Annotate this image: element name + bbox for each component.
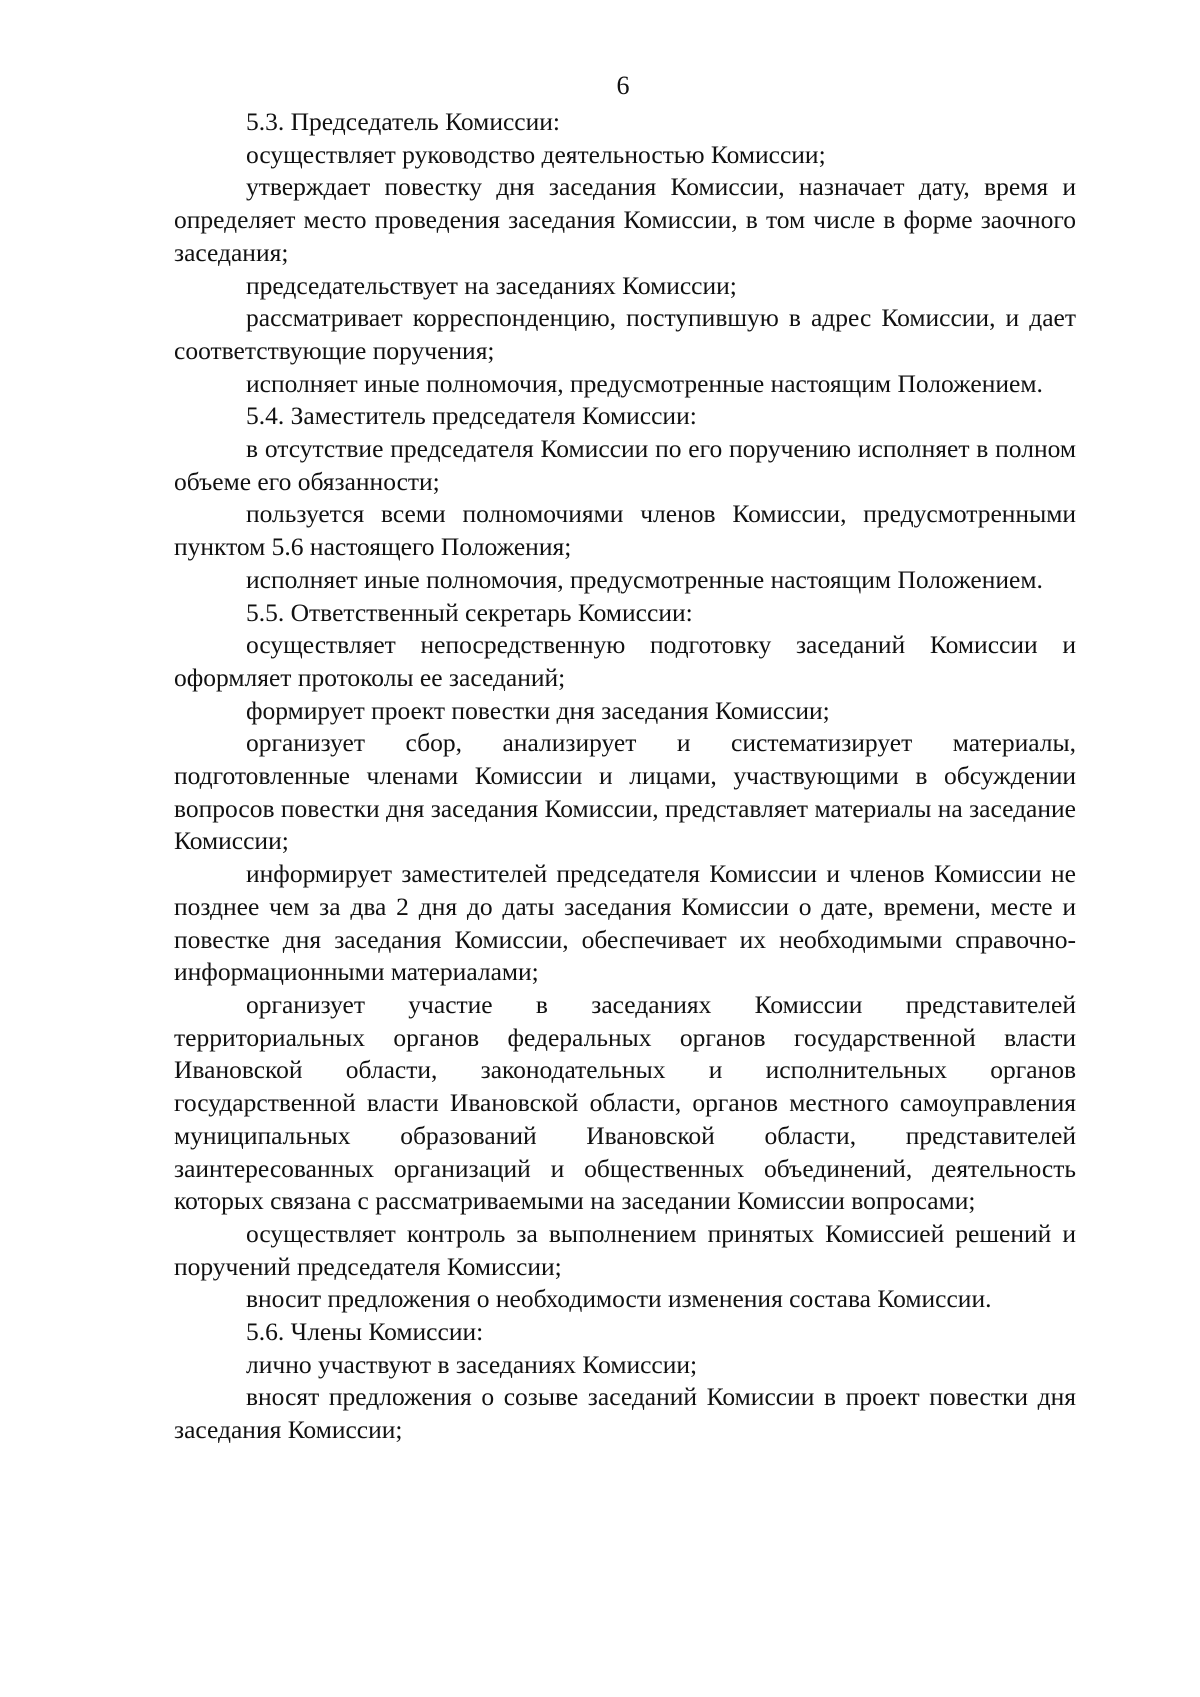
paragraph: председательствует на заседаниях Комиссии; xyxy=(246,270,737,300)
paragraph: информирует заместителей председателя Комиссии и членов Комиссии не позднее чем за два 2 дня до даты заседания Комиссии о дате, времени, месте и повестке дня заседания Комиссии, обеспечивает их необходимыми справочно-информационными материалами; xyxy=(174,859,1076,987)
section-heading-5-6: 5.6. Члены Комиссии: xyxy=(246,1317,484,1347)
paragraph: организует сбор, анализирует и систематизирует материалы, подготовленные членами Комиссии и лицами, участвующими в обсуждении вопросов повестки дня заседания Комиссии, представляет материалы на заседание Комиссии; xyxy=(174,728,1076,856)
paragraph: осуществляет контроль за выполнением принятых Комиссией решений и поручений председателя Комиссии; xyxy=(174,1218,1076,1281)
section-heading-5-3: 5.3. Председатель Комиссии: xyxy=(246,107,560,136)
paragraph: пользуется всеми полномочиями членов Комиссии, предусмотренными пунктом 5.6 настоящего Положения; xyxy=(174,499,1076,562)
paragraph: лично участвуют в заседаниях Комиссии; xyxy=(246,1349,698,1379)
paragraph: вносят предложения о созыве заседаний Комиссии в проект повестки дня заседания Комиссии; xyxy=(174,1382,1076,1445)
paragraph: организует участие в заседаниях Комиссии представителей территориальных органов федеральных органов государственной власти Ивановской области, законодательных и исполнительных органов государственной власти Ивановской области, органов местного самоуправления муниципальных образований Ивановской области, представителей заинтересованных организаций и общественных объединений, деятельность которых связана с рассматриваемыми на заседании Комиссии вопросами; xyxy=(174,989,1076,1216)
paragraph: в отсутствие председателя Комиссии по его поручению исполняет в полном объеме его обязанности; xyxy=(174,434,1076,496)
section-heading-5-5: 5.5. Ответственный секретарь Комиссии: xyxy=(246,597,693,627)
paragraph: исполняет иные полномочия, предусмотренные настоящим Положением. xyxy=(246,564,1043,594)
document-body xyxy=(174,106,1076,1447)
paragraph: рассматривает корреспонденцию, поступившую в адрес Комиссии, и дает соответствующие поручения; xyxy=(174,303,1076,365)
section-heading-5-4: 5.4. Заместитель председателя Комиссии: xyxy=(246,401,697,431)
paragraph: формирует проект повестки дня заседания Комиссии; xyxy=(246,695,830,725)
paragraph: утверждает повестку дня заседания Комиссии, назначает дату, время и определяет место проведения заседания Комиссии, в том числе в форме заочного заседания; xyxy=(174,172,1076,267)
paragraph: осуществляет руководство деятельностью Комиссии; xyxy=(246,139,826,169)
page-number: 6 xyxy=(616,71,630,100)
paragraph: осуществляет непосредственную подготовку заседаний Комиссии и оформляет протоколы ее заседаний; xyxy=(174,630,1076,692)
paragraph: исполняет иные полномочия, предусмотренные настоящим Положением. xyxy=(246,368,1043,398)
paragraph: вносит предложения о необходимости изменения состава Комиссии. xyxy=(246,1284,992,1314)
